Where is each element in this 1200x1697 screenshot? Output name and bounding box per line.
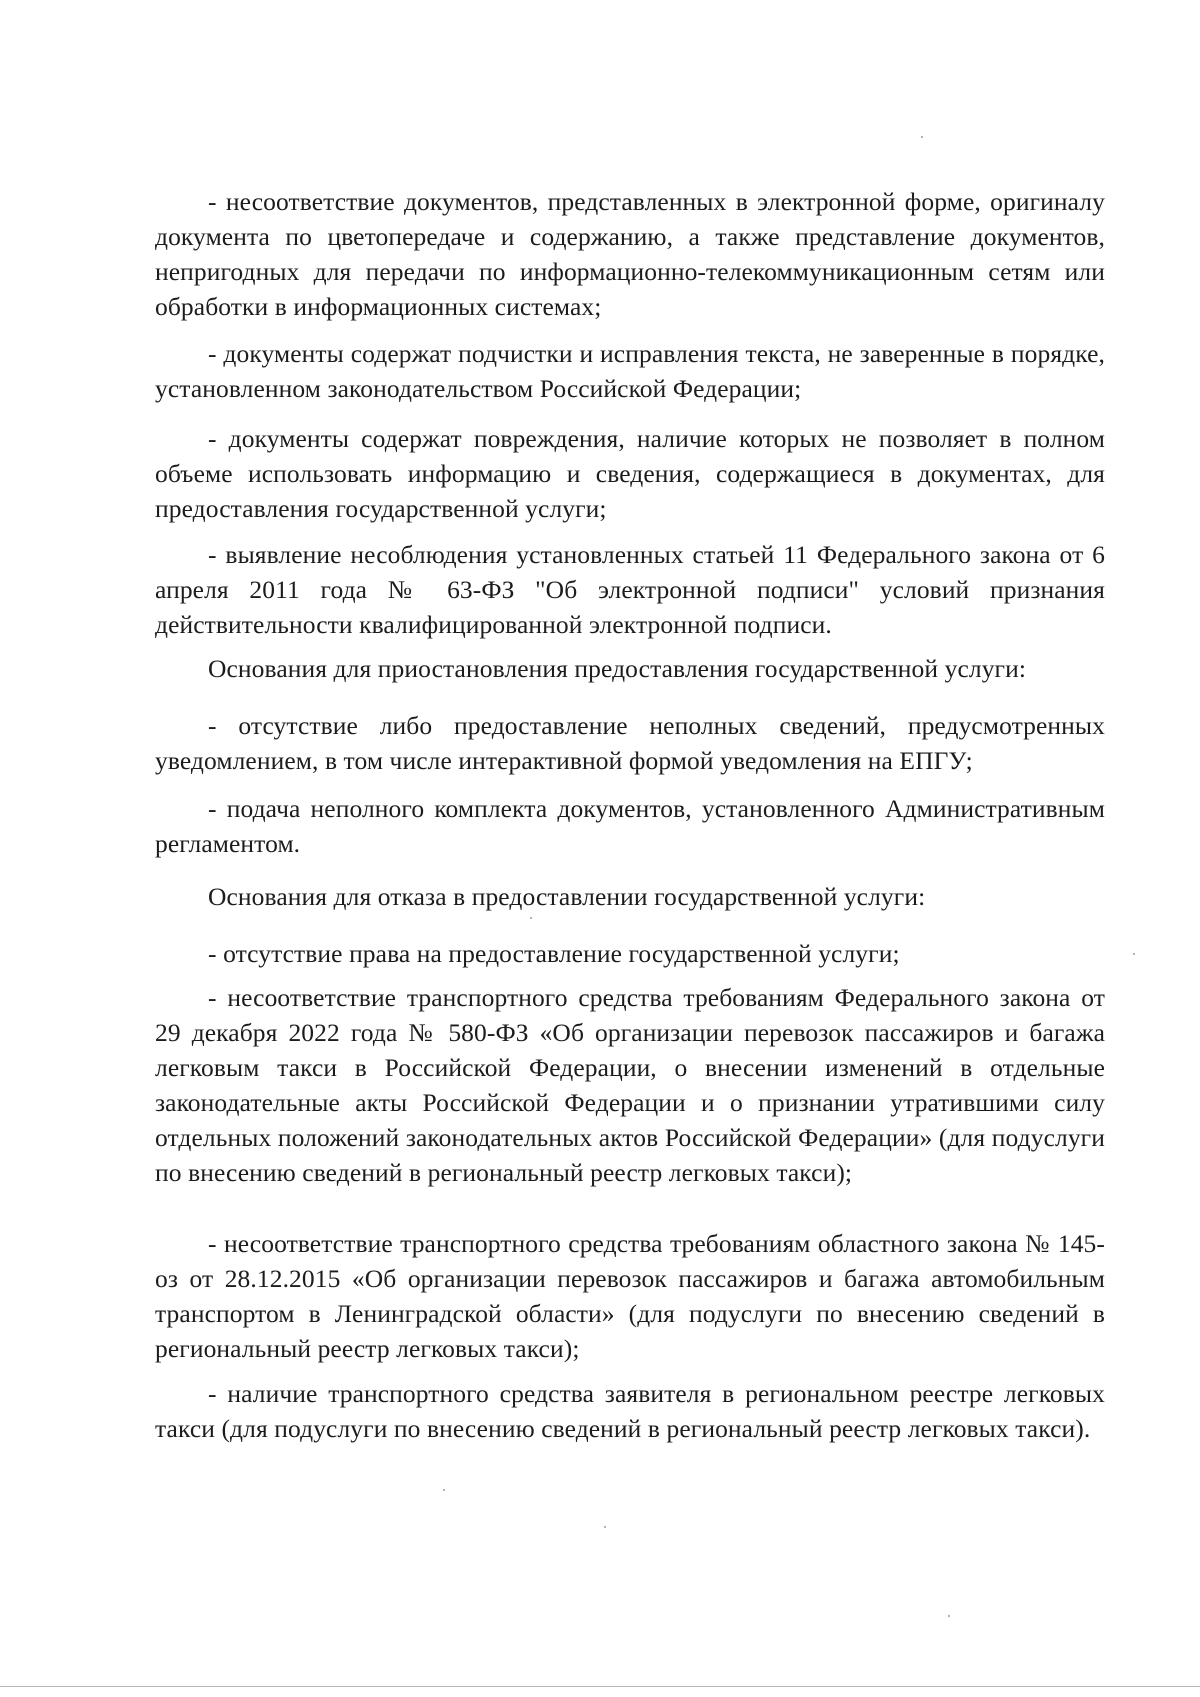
- scan-edge-line: [0, 1686, 1200, 1687]
- paragraph-denial-no-right: - отсутствие права на предоставление государственной услуги;: [208, 939, 900, 968]
- heading-suspension-grounds: Основания для приостановления предоставления государственной услуги:: [208, 654, 1027, 683]
- paragraph-denial-regional-law: - несоответствие транспортного средства требованиям областного закона № 145-оз от 28.12.2015 «Об организации перевозок пассажиров и багажа автомобильным транспортом в Ленинградской области» (для подуслуги по внесению сведений в региональный реестр легковых такси);: [155, 1229, 1105, 1363]
- paragraph-suspension-incomplete-info: - отсутствие либо предоставление неполных сведений, предусмотренных уведомлением, в том числе интерактивной формой уведомления на ЕПГУ;: [155, 711, 1105, 775]
- paragraph-refusal-reason-damage: - документы содержат повреждения, наличие которых не позволяет в полном объеме использовать информацию и сведения, содержащиеся в документах, для предоставления государственной услуги;: [155, 424, 1105, 523]
- paragraph-refusal-reason-corrections: - документы содержат подчистки и исправления текста, не заверенные в порядке, установленном законодательством Российской Федерации;: [155, 339, 1105, 403]
- paragraph-refusal-reason-mismatch: - несоответствие документов, представленных в электронной форме, оригиналу документа по цветопередаче и содержанию, а также представление документов, непригодных для передачи по информационно-телекоммуникационным сетям или обработки в информационных системах;: [155, 187, 1105, 321]
- paragraph-denial-already-registered: - наличие транспортного средства заявителя в региональном реестре легковых такси (для подуслуги по внесению сведений в региональный реестр легковых такси).: [155, 1379, 1105, 1443]
- scan-speck: [443, 1489, 445, 1491]
- paragraph-refusal-reason-signature: - выявление несоблюдения установленных статьей 11 Федерального закона от 6 апреля 2011 года № 63-ФЗ "Об электронной подписи" условий признания действительности квалифицированной электронной подписи.: [155, 540, 1105, 639]
- scan-speck: [530, 917, 532, 919]
- paragraph-suspension-incomplete-docs: - подача неполного комплекта документов, установленного Административным регламентом.: [155, 794, 1105, 858]
- scan-speck: [921, 136, 923, 138]
- scan-speck: [948, 1615, 950, 1617]
- paragraph-denial-federal-law: - несоответствие транспортного средства требованиям Федерального закона от 29 декабря 2022 года № 580-ФЗ «Об организации перевозок пассажиров и багажа легковым такси в Российской Федерации, о внесении изменений в отдельные законодательные акты Российской Федерации и о признании утратившими силу отдельных положений законодательных актов Российской Федерации» (для подуслуги по внесению сведений в региональный реестр легковых такси);: [155, 983, 1105, 1187]
- scan-speck: [604, 1526, 606, 1528]
- heading-denial-grounds: Основания для отказа в предоставлении государственной услуги:: [208, 882, 926, 911]
- scan-speck: [1133, 953, 1135, 955]
